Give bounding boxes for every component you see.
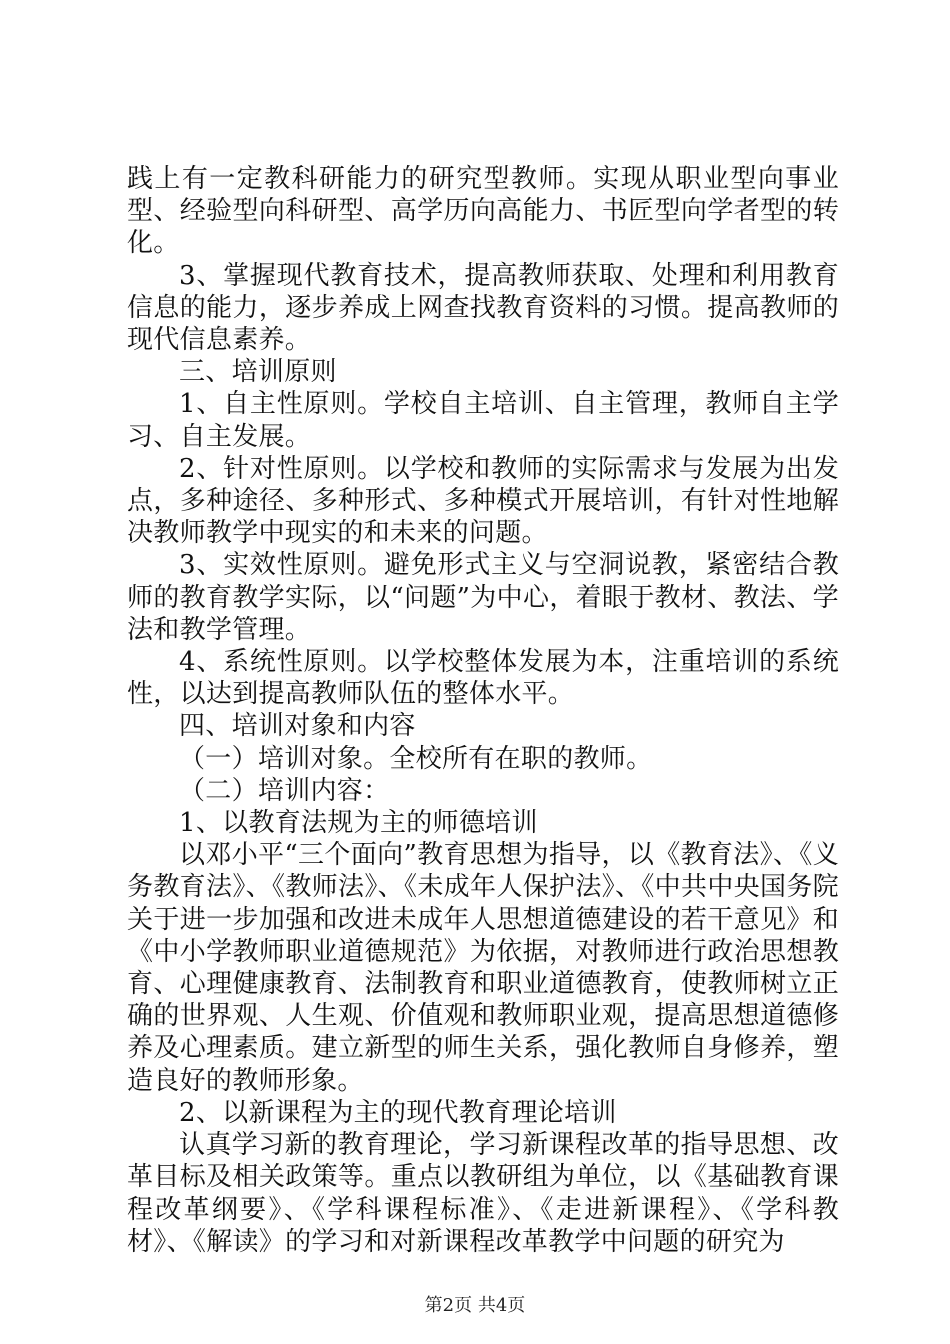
content-item-ethics-body: 以邓小平“三个面向”教育思想为指导，以《教育法》、《义务教育法》、《教师法》、《未成年人保护法》、《中共中央国务院关于进一步加强和改进未成年人思想道德建设的若干意见》和《中小学教师职业道德规范》为依据，对教师进行政治思想教育、心理健康教育、法制教育和职业道德教育，使教师树立正确的世界观、人生观、价值观和教师职业观，提高思想道德修养及心理素质。建立新型的师生关系，强化教师自身修养，塑造良好的教师形象。 [127, 840, 839, 1096]
paragraph-item-3: 3、掌握现代教育技术，提高教师获取、处理和利用教育信息的能力，逐步养成上网查找教育资料的习惯。提高教师的现代信息素养。 [127, 260, 839, 356]
content-item-ethics-heading: 1、以教育法规为主的师德培训 [179, 808, 538, 839]
principle-targeted: 2、针对性原则。以学校和教师的实际需求与发展为出发点，多种途径、多种形式、多种模式开展培训，有针对性地解决教师教学中现实的和未来的问题。 [127, 453, 839, 549]
subsection-targets: （一）培训对象。全校所有在职的教师。 [179, 743, 653, 774]
paragraph-continuation: 践上有一定教科研能力的研究型教师。实现从职业型向事业型、经验型向科研型、高学历向高能力、书匠型向学者型的转化。 [127, 164, 839, 259]
section-heading-targets-content: 四、培训对象和内容 [179, 711, 416, 742]
principle-autonomy: 1、自主性原则。学校自主培训、自主管理，教师自主学习、自主发展。 [127, 389, 839, 452]
content-item-curriculum-heading: 2、以新课程为主的现代教育理论培训 [179, 1097, 617, 1128]
content-item-curriculum-body: 认真学习新的教育理论，学习新课程改革的指导思想、改革目标及相关政策等。重点以教研组为单位，以《基础教育课程改革纲要》、《学科课程标准》、《走进新课程》、《学科教材》、《解读》的学习和对新课程改革教学中问题的研究为 [127, 1130, 839, 1257]
page-number-footer: 第2页 共4页 [424, 1295, 526, 1316]
principle-systematic: 4、系统性原则。以学校整体发展为本，注重培训的系统性，以达到提高教师队伍的整体水平。 [127, 647, 839, 710]
subsection-content: （二）培训内容： [179, 775, 390, 806]
principle-effectiveness: 3、实效性原则。避免形式主义与空洞说教，紧密结合教师的教育教学实际，以“问题”为中心，着眼于教材、教法、学法和教学管理。 [127, 550, 839, 645]
document-body [127, 163, 839, 1258]
section-heading-principles: 三、培训原则 [179, 357, 337, 388]
